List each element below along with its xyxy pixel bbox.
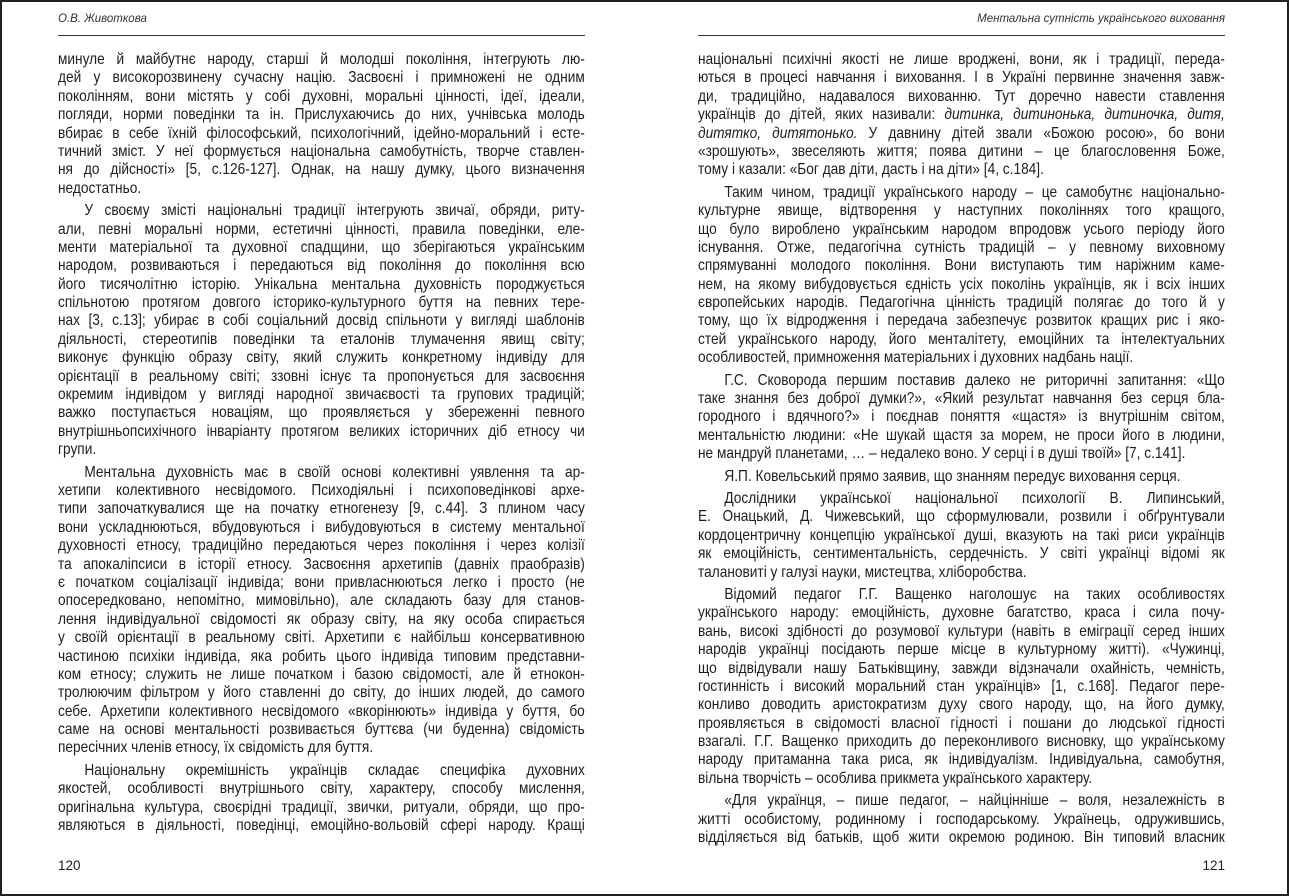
text-line bbox=[698, 106, 1225, 124]
text-line: ня до дійсності» [5, с.126-127]. Однак, на нашу думку, цього визначення bbox=[58, 161, 585, 179]
text-line: житті особистому, родинному і господарському. Українець, одружившись, bbox=[698, 810, 1225, 828]
text-line: частиною психіки індивіда, яка робить цього індивіда типовим представни- bbox=[58, 647, 585, 665]
text-line: нах [3, с.13]; убирає в собі соціальний досвід спільноти у вигляді шаблонів bbox=[58, 312, 585, 330]
text-line: Національну окремішність українців складає специфіка духовних bbox=[84, 761, 585, 779]
text-line: взагалі. Г.Г. Ващенко приходить до переконливого висновку, що українському bbox=[698, 733, 1225, 751]
text-line bbox=[698, 125, 1225, 143]
paragraph bbox=[58, 202, 585, 459]
text-line: Я.П. Ковельський прямо заявив, що знанням передує виховання серця. bbox=[724, 467, 1181, 485]
text-line: відділяється від батьків, щоб жити окремою родиною. Він типовий власник bbox=[698, 829, 1225, 847]
text-line: тому і казали: «Бог дав діти, дасть і на діти» [4, с.184]. bbox=[698, 161, 1044, 179]
text-line: опосередковано, непомітно, мимовільно), але складають базу для станов- bbox=[58, 592, 585, 610]
text-line: саме на основі ментальності розвивається буттєва (чи буденна) свідомість bbox=[58, 721, 585, 739]
text-line: пересічних членів етносу, їх свідомість для буття. bbox=[58, 739, 374, 757]
text-line: талановиті у галузі науки, мистецтва, хліборобства. bbox=[698, 563, 1027, 581]
text-line: орієнтації в реальному світі; ззовні існує та пропонується для засвоєння bbox=[58, 367, 585, 385]
page-body bbox=[698, 51, 1225, 851]
text-line: конливо доводить аристократизм духу свого народу, що, на його думку, bbox=[698, 696, 1225, 714]
text-line: менти матеріальної та духовної спадщини, що зберігаються українським bbox=[58, 238, 585, 256]
text-segment: українців до дітей, яких називали: bbox=[698, 106, 945, 124]
text-line: дей у високорозвинену сучасну націю. Засвоєні і примножені не одним bbox=[58, 69, 585, 87]
text-line: Таким чином, традиції українського народу – це самобутнє національно- bbox=[724, 183, 1225, 201]
text-line: є початком соціалізації індивіда; вони привласнюються легко і просто (не bbox=[58, 573, 585, 591]
page-body bbox=[58, 51, 585, 839]
italic-text: дитинка, дитинонька, дитиночка, дитя, bbox=[944, 106, 1225, 124]
italic-text: дитятко, дитятонько. bbox=[698, 124, 858, 142]
text-line: погляди, норми поведінки та ін. Прислухаючись до них, учнівська молодь bbox=[58, 106, 585, 124]
text-line: культурне явище, відтворення у наступних поколіннях того кращого, bbox=[698, 202, 1225, 220]
text-line: вони ускладнюються, вбудовуються і вибудовуються в систему ментальної bbox=[58, 518, 585, 536]
text-line: особливостей, примноження матеріальних і духовних надбань нації. bbox=[698, 349, 1134, 367]
text-line: спрямуванні молодого покоління. Вони виступають тим наріжним каме- bbox=[698, 257, 1225, 275]
text-line: народів українці посідають перше місце в культурному житті). «Чужинці, bbox=[698, 641, 1225, 659]
text-line: діяльності, стереотипів поведінки та еталонів тлумачення явищ світу; bbox=[58, 330, 585, 348]
text-line: минуле й майбутнє народу, старші й молодші покоління, інтегрують лю- bbox=[58, 51, 585, 68]
text-line: групи. bbox=[58, 441, 97, 459]
text-line: Відомий педагог Г.Г. Ващенко наголошує на таких особливостях bbox=[724, 585, 1225, 603]
text-line: ментальністю людини: «Не шукай щастя за морем, не проси його в людини, bbox=[698, 426, 1225, 444]
text-line: духовності етносу, традиційно передаються через покоління і через колізії bbox=[58, 537, 585, 555]
text-line: оригінальна культура, своєрідні традиції, звички, ритуали, обряди, що про- bbox=[58, 798, 585, 816]
right-page bbox=[698, 0, 1225, 896]
text-line: у своїй орієнтації в реальному світі. Архетипи є найбільш консервативною bbox=[58, 629, 585, 647]
page-number: 121 bbox=[1202, 858, 1225, 873]
text-line: не мандруй планетами, … – недалеко воно. У серці і в душі твоїй» [7, с.141]. bbox=[698, 445, 1186, 463]
text-line: проявляється в свідомості власної гідності і пошани до людської гідності bbox=[698, 714, 1225, 732]
text-line: нем, на якому вибудовується єдність усіх поколінь українців, як і всіх інших bbox=[698, 275, 1225, 293]
text-line: городного і вдячного?» і поєднав поняття «щастя» із внутрішнім світом, bbox=[698, 408, 1225, 426]
text-line: У своєму змісті національні традиції інтегрують звичаї, обряди, риту- bbox=[84, 202, 585, 220]
left-page bbox=[58, 0, 585, 896]
text-line: хетипи колективного несвідомого. Психодіяльні і психоповедінкові архе- bbox=[58, 481, 585, 499]
text-line: якостей, особливості внутрішнього світу, характеру, способу мислення, bbox=[58, 780, 585, 798]
text-line: Дослідники української національної психології В. Липинський, bbox=[724, 489, 1225, 507]
text-line: національні психічні якості не лише вроджені, вони, як і традиції, переда- bbox=[698, 51, 1225, 68]
text-line: таке знання без доброї думки?», «Який результат навчання без серця бла- bbox=[698, 390, 1225, 408]
text-line: «Для українця, – пише педагог, – найцінніше – воля, незалежність в bbox=[724, 792, 1225, 810]
running-header-author: О.В. Животкова bbox=[58, 13, 147, 25]
text-line: Ментальна духовність має в своїй основі колективні уявлення та ар- bbox=[84, 463, 585, 481]
text-line: типи започаткувалися ще на початку етногенезу [9, с.44]. З плином часу bbox=[58, 500, 585, 518]
paragraph bbox=[58, 51, 585, 198]
running-header-title: Ментальна сутність українського виховання bbox=[977, 13, 1225, 25]
text-line: поколінням, вони містять у собі духовні, моральні цінності, ідеї, ідеали, bbox=[58, 87, 585, 105]
text-line: гостинність і високий моральний стан українців» [1, с.168]. Педагог пере- bbox=[698, 677, 1225, 695]
text-line: окремим індивідом у вигляді народної звичаєвості та групових традицій; bbox=[58, 386, 585, 404]
text-line: його тисячолітню історію. Унікальна ментальна духовність породжується bbox=[58, 275, 585, 293]
text-line: ком етносу; служить не лише початком і базою свідомості, але й етнокон- bbox=[58, 665, 585, 683]
text-line: Г.С. Сковорода першим поставив далеко не риторичні запитання: «Що bbox=[724, 371, 1225, 389]
paragraph bbox=[698, 51, 1225, 180]
paragraph bbox=[58, 464, 585, 758]
paragraph bbox=[698, 184, 1225, 368]
text-line: ди, традиційно, надавалося вихованню. Тут доречно навести ставлення bbox=[698, 87, 1225, 105]
text-line: народу притаманна така риса, як індивідуалізм. Індивідуальна, самобутня, bbox=[698, 751, 1225, 769]
text-line: внутрішньопсихічного інваріанту протягом великих історичних діб етносу чи bbox=[58, 422, 585, 440]
paragraph bbox=[698, 792, 1225, 847]
text-line: європейських народів. Педагогічна цінність традицій полягає до того й у bbox=[698, 294, 1225, 312]
text-line: «зрошують», звеселяють життя; поява дитини – це благословення Боже, bbox=[698, 142, 1225, 160]
text-line: спільнотою протягом довгого історико-культурного буття на певних тере- bbox=[58, 294, 585, 312]
text-line: існування. Отже, педагогічна сутність традицій – у певному виховному bbox=[698, 238, 1225, 256]
text-line: українського народу: емоційність, духовне багатство, краса і сила почу- bbox=[698, 604, 1225, 622]
text-line: тролюючим фільтром у його ставленні до світу, до інших людей, до самого bbox=[58, 684, 585, 702]
text-line: виконує функцію образу світу, який служить конкретному індивіду для bbox=[58, 349, 585, 367]
text-line: являються в діяльності, поведінці, емоційно-вольовій сфері народу. Кращі bbox=[58, 817, 585, 835]
paragraph bbox=[698, 372, 1225, 464]
header-rule bbox=[58, 35, 585, 36]
text-line: як емоційність, сентиментальність, сердечність. У світі українці відомі як bbox=[698, 545, 1225, 563]
paragraph bbox=[698, 586, 1225, 788]
text-line: вільна творчість – особлива прикмета українського характеру. bbox=[698, 769, 1093, 787]
header-rule bbox=[698, 35, 1225, 36]
text-line: недостатньо. bbox=[58, 179, 142, 197]
text-line: що відвідували нашу Батьківщину, завжди відзначали охайність, чемність, bbox=[698, 659, 1225, 677]
text-line: та апокаліпсиси в історії етносу. Засвоєння архетипів (давніх праобразів) bbox=[58, 555, 585, 573]
text-line: тому, що їх відродження і передача забезпечує розвиток кращих рис і яко- bbox=[698, 312, 1225, 330]
text-line: народом, розвиваються і передаються від покоління до покоління всю bbox=[58, 257, 585, 275]
text-line: кордоцентричну концепцію української душі, вказують на такі риси українців bbox=[698, 526, 1225, 544]
text-line: себе. Архетипи колективного несвідомого «вкорінюють» індивіда у буття, бо bbox=[58, 702, 585, 720]
text-line: важко поступається новаціям, що проявляється у збереженні певного bbox=[58, 404, 585, 422]
text-line: лення індивідуальної свідомості як образу світу, на яку особа спирається bbox=[58, 610, 585, 628]
paragraph bbox=[698, 490, 1225, 582]
page-number: 120 bbox=[58, 858, 81, 873]
text-line: стей українського народу, його менталітету, емоційних та інтелектуальних bbox=[698, 330, 1225, 348]
text-line: ються в процесі навчання і виховання. І в Україні первинне значення завж- bbox=[698, 69, 1225, 87]
text-line: али, певні моральні норми, естетичні цінності, правила поведінки, еле- bbox=[58, 220, 585, 238]
text-line: тичний зміст. У неї формується національна самобутність, творче ставлен- bbox=[58, 142, 585, 160]
text-segment: У давнину дітей звали «Божою росою», бо вони bbox=[857, 124, 1225, 142]
text-line: вань, високі здібності до розумової культури (навіть в еміграції серед інших bbox=[698, 622, 1225, 640]
text-line: Е. Онацький, Д. Чижевський, що сформулювали, розвили і обґрунтували bbox=[698, 508, 1225, 526]
paragraph bbox=[58, 762, 585, 836]
paragraph bbox=[698, 468, 1225, 486]
text-line: що було вироблено українським народом впродовж усього періоду його bbox=[698, 220, 1225, 238]
text-line: вбирає в себе їхній філософський, психологічний, ідейно-моральний і есте- bbox=[58, 124, 585, 142]
